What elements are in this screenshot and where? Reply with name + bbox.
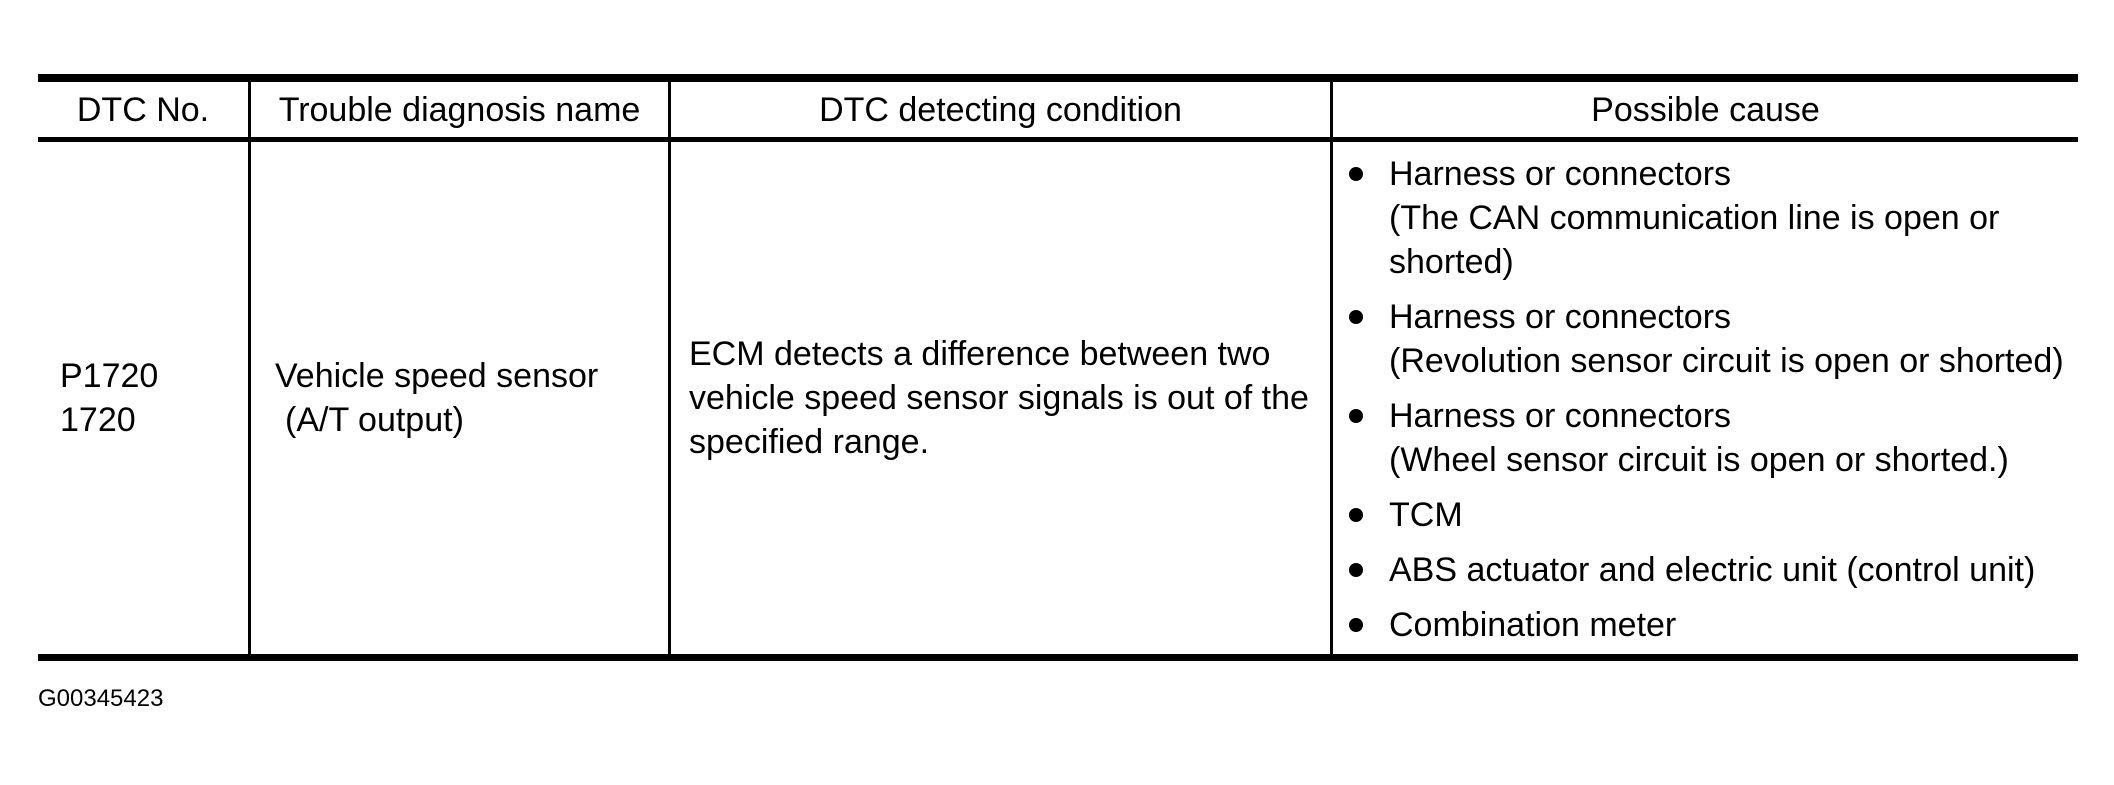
cell-possible-cause [1333,142,2078,654]
header-cell-trouble-diagnosis-name: Trouble diagnosis name [251,82,671,137]
possible-cause-item [1333,394,2074,482]
bullet-icon [1349,508,1363,522]
cause-detail: (The CAN communication line is open or shorted) [1389,199,2000,281]
trouble-name-line2: (A/T output) [285,401,464,439]
cause-label: Harness or connectors [1389,397,1732,435]
cause-label: Harness or connectors [1389,298,1732,336]
cause-detail: (Wheel sensor circuit is open or shorted.) [1389,441,2009,479]
cause-detail: (Revolution sensor circuit is open or shorted) [1389,342,2064,380]
possible-cause-item [1333,548,2074,592]
possible-cause-item [1333,603,2074,647]
possible-cause-list [1333,152,2074,647]
cell-trouble-diagnosis-name [251,142,671,654]
possible-cause-item [1333,295,2074,383]
trouble-name-line1: Vehicle speed sensor [275,357,599,395]
cause-label: TCM [1389,496,1463,534]
cause-label: ABS actuator and electric unit (control unit) [1389,551,2036,589]
possible-cause-item [1333,493,2074,537]
dtc-table-row [38,142,2078,654]
dtc-code-primary: P1720 [60,357,159,395]
figure-id: G00345423 [38,685,164,712]
dtc-table-header-row [38,82,2078,142]
detecting-condition-text: ECM detects a difference between two vehicle speed sensor signals is out of the specified range. [689,335,1309,461]
bullet-icon [1349,167,1363,181]
header-cell-dtc-detecting-condition: DTC detecting condition [671,82,1333,137]
bullet-icon [1349,618,1363,632]
cause-label: Harness or connectors [1389,155,1732,193]
dtc-code-secondary: 1720 [60,401,136,439]
bullet-icon [1349,409,1363,423]
cause-label: Combination meter [1389,606,1677,644]
cell-dtc-no [38,142,251,654]
possible-cause-item [1333,152,2074,284]
bullet-icon [1349,563,1363,577]
header-cell-dtc-no: DTC No. [38,82,251,137]
bullet-icon [1349,310,1363,324]
dtc-table [38,74,2078,661]
cell-dtc-detecting-condition [671,142,1333,654]
header-cell-possible-cause: Possible cause [1591,90,1820,129]
